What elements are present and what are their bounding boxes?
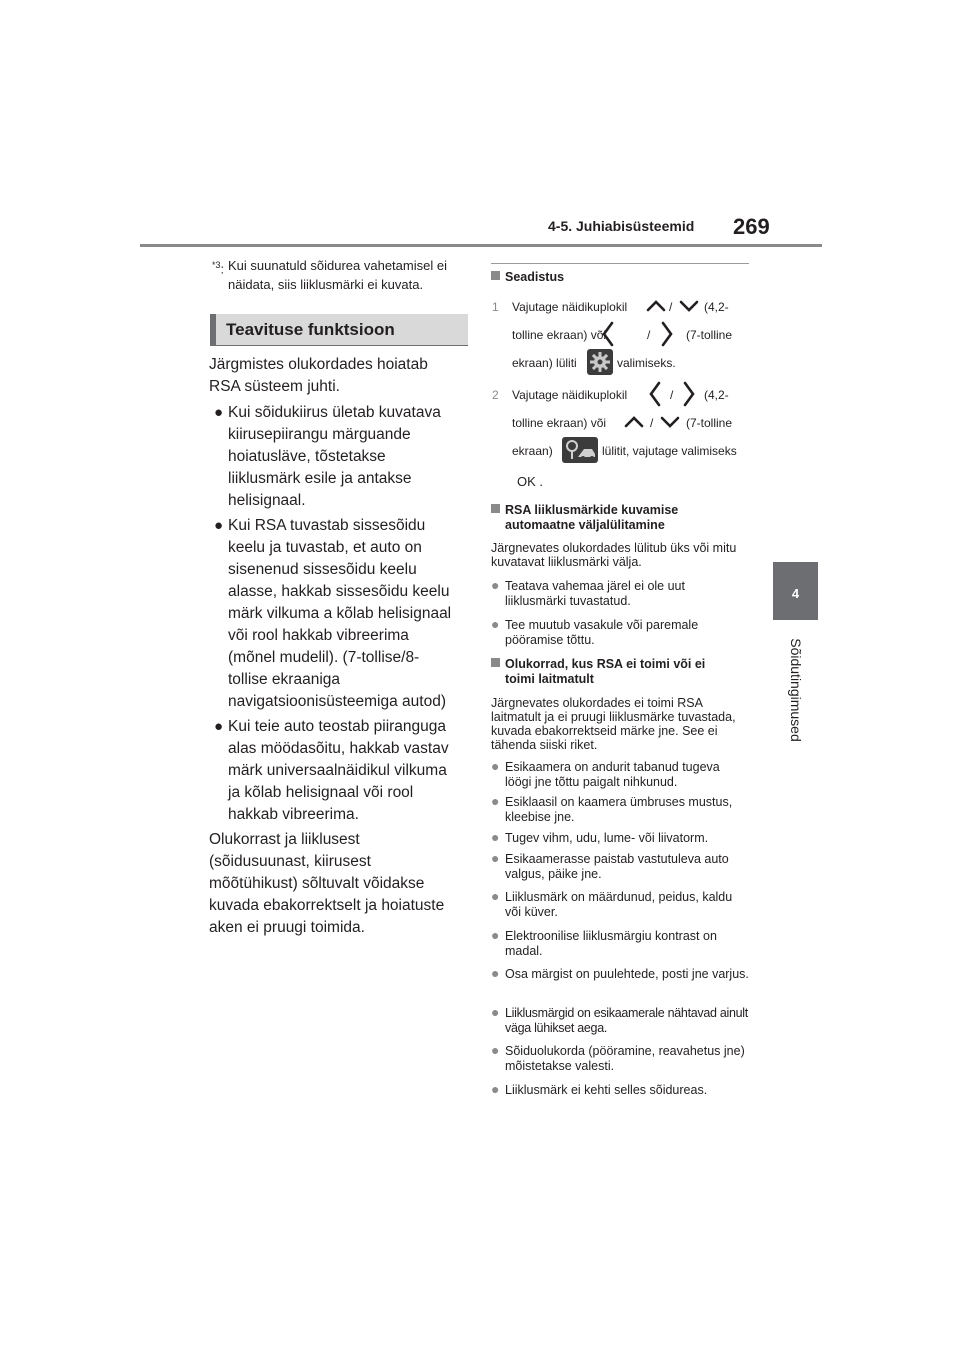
slash: /	[670, 388, 674, 402]
gear-icon	[587, 349, 613, 375]
step1-text: Vajutage näidikuplokil	[512, 300, 628, 314]
paragraph-line: Olukorrast ja liiklusest	[209, 831, 360, 848]
bullet-line: helisignaal.	[228, 492, 306, 509]
page-number: 269	[733, 214, 770, 239]
list-item	[491, 1044, 749, 1074]
slash: /	[647, 328, 651, 342]
bullet-line: liiklusmärk esile ja antakse	[228, 470, 412, 487]
bullet-line: sisenenud sissesõidu keelu	[228, 561, 417, 578]
bullet-line: hakkab vibreerima.	[228, 806, 359, 823]
footnote-colon: :	[220, 261, 225, 277]
bullet-line: Kui teie auto teostab piiranguga	[228, 718, 447, 735]
bullet-icon: ●	[491, 1081, 500, 1097]
list-item	[214, 716, 468, 826]
chapter-tab-number: 4	[791, 586, 800, 601]
road-sign-assist-icon	[562, 437, 598, 463]
heading-line: toimi laitmatult	[505, 672, 594, 686]
paragraph-line: (sõidusuunast, kiirusest	[209, 853, 371, 870]
bullet-line: navigatsioonisüsteemiga autod)	[228, 693, 446, 710]
list-item	[214, 515, 468, 713]
section-heading-box	[210, 314, 468, 346]
bullet-line: alas möödasõitu, hakkab vastav	[228, 740, 449, 757]
bullet-line: märk universaalnäidikul vilkuma	[228, 762, 447, 779]
left-arrow-icon	[601, 321, 615, 347]
list-item	[491, 831, 749, 846]
bullet-icon: ●	[491, 758, 500, 774]
step1-text: valimiseks.	[617, 356, 676, 370]
list-item	[491, 967, 749, 982]
bullet-line: või rool hakkab vibreerima	[228, 627, 409, 644]
auto-off-intro: Järgnevates olukordades lülitub üks või mitu kuvatavat liiklusmärki välja.	[491, 541, 737, 569]
bullet-line: ja kõlab helisignaal või rool	[228, 784, 414, 801]
up-arrow-icon	[646, 299, 666, 313]
chapter-tab	[773, 562, 818, 620]
right-arrow-icon	[682, 381, 696, 407]
up-arrow-icon	[624, 415, 644, 429]
square-bullet-icon	[491, 271, 500, 280]
bullet-icon: ●	[491, 616, 500, 632]
closing-paragraph	[209, 829, 469, 939]
ok-label	[517, 474, 543, 489]
list-item-text: Teatava vahemaa järel ei ole uut liiklusmärki tuvastatud.	[505, 579, 685, 608]
bullet-line: Kui sõidukiirus ületab kuvatava	[228, 404, 441, 421]
bullet-line: (mõnel mudelil). (7-tollise/8-	[228, 649, 420, 666]
bullet-icon: ●	[491, 829, 500, 845]
intro-line: Järgmistes olukordades hoiatab	[209, 356, 428, 373]
paragraph-line: aken ei pruugi toimida.	[209, 919, 365, 936]
bullet-icon: ●	[214, 718, 224, 735]
down-arrow-icon	[660, 415, 680, 429]
list-item	[491, 1083, 749, 1098]
step2-text: (4,2-	[704, 388, 729, 402]
step2-text: ekraan)	[512, 444, 553, 458]
malfunction-intro: Järgnevates olukordades ei toimi RSA laitmatult ja ei pruugi liiklusmärke tuvastada, kuvada ebakorrektseid märke jne. See ei tähenda siiski riket.	[491, 696, 736, 752]
settings-heading	[491, 270, 751, 285]
list-item-text: Sõiduolukorda (pööramine, reavahetus jne) mõistetakse valesti.	[505, 1044, 745, 1073]
heading-line: automaatne väljalülitamine	[505, 518, 665, 532]
list-item-text: Elektroonilise liiklusmärgiu kontrast on madal.	[505, 929, 717, 958]
step2-text: Vajutage näidikuplokil	[512, 388, 628, 402]
list-item-text: Liiklusmärgid on esikaamerale nähtavad ainult väga lühikset aega.	[505, 1006, 748, 1035]
ok-period: .	[539, 474, 544, 489]
bullet-icon: ●	[214, 404, 224, 421]
section-heading: Teavituse funktsioon	[226, 320, 395, 339]
footnote	[212, 256, 472, 294]
step1-text: (4,2-	[704, 300, 729, 314]
settings-heading-text: Seadistus	[505, 270, 565, 284]
left-arrow-icon	[648, 381, 662, 407]
list-item	[491, 929, 749, 959]
header-divider	[140, 244, 822, 247]
bullet-icon: ●	[491, 1004, 500, 1020]
bullet-icon: ●	[491, 850, 500, 866]
slash: /	[650, 416, 654, 430]
list-item-text: Esiklaasil on kaamera ümbruses mustus, kleebise jne.	[505, 795, 733, 824]
footnote-text: Kui suunatuld sõidurea vahetamisel ei näidata, siis liiklusmärki ei kuvata.	[228, 258, 447, 292]
step1-text: ekraan) lüliti	[512, 356, 577, 370]
bullet-icon: ●	[491, 965, 500, 981]
list-item-text: Tugev vihm, udu, lume- või liivatorm.	[505, 831, 709, 845]
auto-off-heading	[491, 503, 751, 533]
step2-text: (7-tolline	[686, 416, 733, 430]
heading-line: Olukorrad, kus RSA ei toimi või ei	[505, 657, 706, 671]
section-title: 4-5. Juhiabisüsteemid	[548, 218, 695, 234]
step1-text: (7-tolline	[686, 328, 733, 342]
bullet-icon: ●	[491, 793, 500, 809]
right-arrow-icon	[660, 321, 674, 347]
list-item	[491, 618, 749, 648]
list-item	[214, 402, 468, 512]
list-item-text: Liiklusmärk on määrdunud, peidus, kaldu või küver.	[505, 890, 733, 919]
list-item-text: Liiklusmärk ei kehti selles sõidureas.	[505, 1083, 708, 1097]
paragraph-line: mõõtühikust) sõltuvalt võidakse	[209, 875, 425, 892]
paragraph-line: kuvada ebakorrektselt ja hoiatuste	[209, 897, 445, 914]
list-item	[491, 852, 749, 882]
step-number: 2	[492, 388, 499, 402]
bullet-line: Kui RSA tuvastab sissesõidu	[228, 517, 426, 534]
bullet-line: alasse, hakkab sissesõidu keelu	[228, 583, 450, 600]
square-bullet-icon	[491, 504, 500, 513]
list-item-text: Tee muutub vasakule või paremale pööramise tõttu.	[505, 618, 699, 647]
list-item	[491, 890, 749, 920]
bullet-line: tollise ekraaniga	[228, 671, 341, 688]
list-item-text: Osa märgist on puulehtede, posti jne varjus.	[505, 967, 749, 981]
bullet-line: hoiatusläve, tõstetakse	[228, 448, 386, 465]
down-arrow-icon	[679, 299, 699, 313]
slash: /	[669, 300, 673, 314]
step2-text: lülitit, vajutage valimiseks	[602, 444, 737, 458]
bullet-icon: ●	[491, 927, 500, 943]
chapter-tab-label: Sõidutingimused	[788, 638, 804, 742]
bullet-icon: ●	[491, 577, 500, 593]
bullet-line: keelu ja tuvastab, et auto on	[228, 539, 422, 556]
step2-text: tolline ekraan) või	[512, 416, 607, 430]
intro-line: RSA süsteem juhti.	[209, 378, 340, 395]
heading-line: RSA liiklusmärkide kuvamise	[505, 503, 679, 517]
bullet-icon: ●	[491, 888, 500, 904]
bullet-line: kiirusepiirangu märguande	[228, 426, 411, 443]
square-bullet-icon	[491, 658, 500, 667]
bullet-line: märk vilkuma a kõlab helisignaal	[228, 605, 452, 622]
list-item-text: Esikaamerasse paistab vastutuleva auto valgus, päike jne.	[505, 852, 729, 881]
list-item-text: Esikaamera on andurit tabanud tugeva löögi jne tõttu paigalt nihkunud.	[505, 760, 720, 789]
bullet-icon: ●	[491, 1042, 500, 1058]
list-item	[491, 1006, 749, 1036]
step1-text: tolline ekraan) või	[512, 328, 607, 342]
step-number: 1	[492, 300, 499, 314]
footnote-marker: *3	[212, 260, 221, 270]
column-divider	[491, 263, 749, 264]
list-item	[491, 760, 749, 790]
list-item	[491, 795, 749, 825]
list-item	[491, 579, 749, 609]
ok-text: OK	[517, 474, 536, 489]
bullet-icon: ●	[214, 517, 224, 534]
malfunction-heading	[491, 657, 751, 687]
